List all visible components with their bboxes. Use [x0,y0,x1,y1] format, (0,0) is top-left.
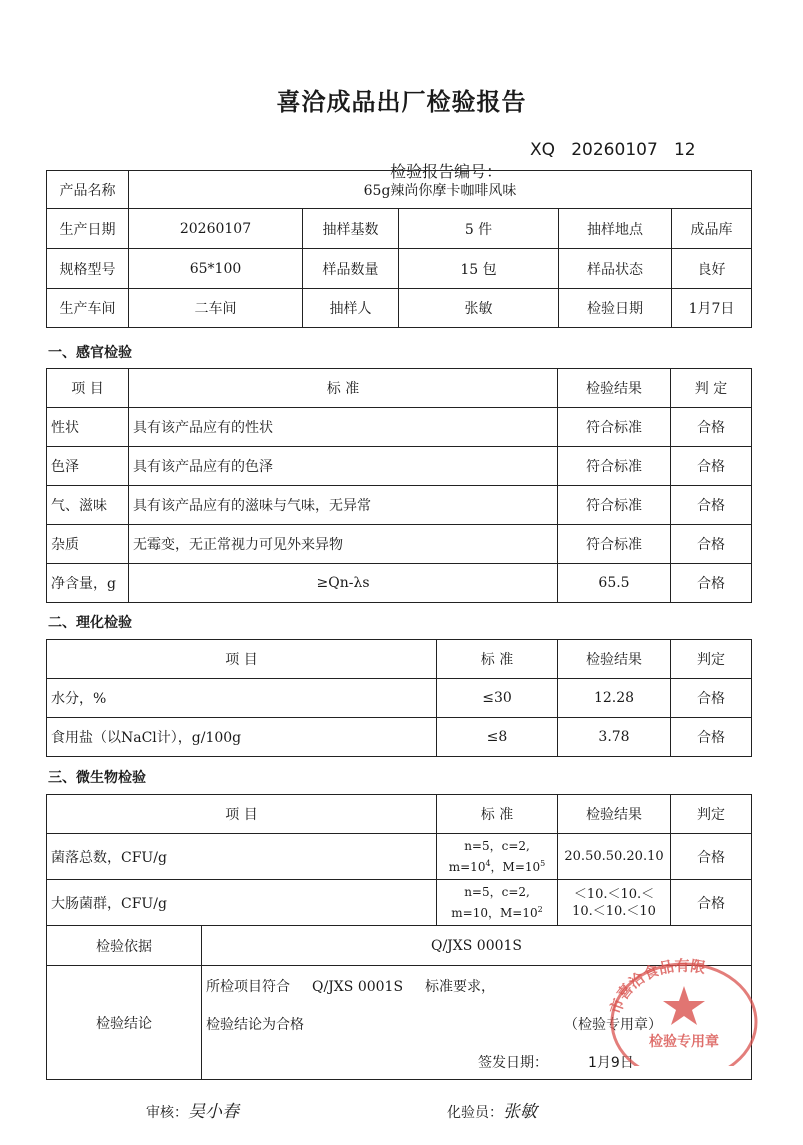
micro-standard [437,880,558,926]
micro-col-standard: 标 准 [437,795,558,834]
physchem-table [46,639,752,757]
sensory-verdict: 合格 [671,525,752,564]
conclusion-label: 检验结论 [47,966,202,1080]
micro-verdict: 合格 [671,834,752,880]
sample-qty-value: 15 包 [399,249,559,289]
sample-qty-label: 样品数量 [303,249,399,289]
section-physchem-heading: 二、理化检验 [48,615,132,631]
micro-result [558,880,671,926]
sensory-verdict: 合格 [671,447,752,486]
sample-base-label: 抽样基数 [303,209,399,249]
micro-standard-line1: n=5，c=2, [464,838,530,853]
chemist-label: 化验员： [447,1105,503,1121]
star-icon [663,986,705,1025]
micro-result: 20.50.50.20.10 [558,834,671,880]
sensory-item: 色泽 [47,447,129,486]
physchem-col-verdict: 判定 [671,640,752,679]
sensory-standard: 具有该产品应有的性状 [129,408,558,447]
sample-place-value: 成品库 [672,209,752,249]
physchem-standard: ≤8 [437,718,558,757]
physchem-standard: ≤30 [437,679,558,718]
basis-value: Q/JXS 0001S [202,926,752,966]
sample-place-label: 抽样地点 [559,209,672,249]
inspect-date-value: 1月7日 [672,289,752,328]
workshop-value: 二车间 [129,289,303,328]
physchem-col-result: 检验结果 [558,640,671,679]
sensory-item: 杂质 [47,525,129,564]
sensory-standard: 具有该产品应有的色泽 [129,447,558,486]
physchem-col-standard: 标 准 [437,640,558,679]
sample-state-label: 样品状态 [559,249,672,289]
seal-outer-text: 市喜洽食品有限 [606,956,707,1017]
seal-inner-text: 检验专用章 [649,1034,719,1050]
reviewer-line [146,1097,239,1122]
sensory-item: 净含量，g [47,564,129,603]
prod-date-label: 生产日期 [47,209,129,249]
sensory-standard: 具有该产品应有的滋味与气味，无异常 [129,486,558,525]
issue-date-label: 签发日期： [478,1055,548,1071]
reviewer-label: 审核： [146,1105,188,1121]
workshop-label: 生产车间 [47,289,129,328]
section-sensory-heading: 一、感官检验 [48,345,132,361]
sensory-table [46,368,752,603]
physchem-item: 水分，% [47,679,437,718]
sensory-verdict: 合格 [671,408,752,447]
chemist-line [447,1097,537,1122]
physchem-verdict: 合格 [671,679,752,718]
micro-col-item: 项 目 [47,795,437,834]
product-name-label: 产品名称 [47,171,129,209]
micro-col-result: 检验结果 [558,795,671,834]
sensory-result: 符合标准 [558,447,671,486]
issue-date-value: 1月9日 [588,1055,634,1071]
inspection-seal [598,956,768,1066]
sensory-item: 性状 [47,408,129,447]
stamp-note: （检验专用章） [564,1017,662,1033]
micro-standard-line2: m=10，$M=10^2$ [451,904,543,920]
section-micro-heading: 三、微生物检验 [48,770,146,786]
physchem-result: 3.78 [558,718,671,757]
micro-standard-line2: $m=10^4$，$M=10^5$ [448,858,546,874]
sensory-col-standard: 标 准 [129,369,558,408]
micro-standard-line1: n=5，c=2, [464,884,530,899]
spec-value: 65*100 [129,249,303,289]
conclusion-line2: 检验结论为合格 [206,1017,304,1033]
inspect-date-label: 检验日期 [559,289,672,328]
product-name-value: 65g辣尚你摩卡咖啡风味 [129,171,752,209]
sensory-result: 符合标准 [558,408,671,447]
sensory-standard: ≥Qn-λs [129,564,558,603]
physchem-item: 食用盐（以NaCl计），g/100g [47,718,437,757]
sensory-standard: 无霉变，无正常视力可见外来异物 [129,525,558,564]
sensory-verdict: 合格 [671,486,752,525]
sensory-result: 符合标准 [558,486,671,525]
reviewer-signature: 吴小春 [188,1102,239,1122]
conclusion-line1: 所检项目符合 Q/JXS 0001S 标准要求， [206,979,496,995]
sensory-result: 65.5 [558,564,671,603]
report-title: 喜洽成品出厂检验报告 [276,88,527,116]
micro-item: 大肠菌群，CFU/g [47,880,437,926]
micro-col-verdict: 判定 [671,795,752,834]
sensory-verdict: 合格 [671,564,752,603]
product-info-table [46,170,752,328]
physchem-verdict: 合格 [671,718,752,757]
sample-base-value: 5 件 [399,209,559,249]
report-number-value: XQ 20260107 12 [530,140,696,160]
physchem-col-item: 项 目 [47,640,437,679]
micro-standard [437,834,558,880]
prod-date-value: 20260107 [129,209,303,249]
chemist-signature: 张敏 [503,1102,537,1122]
sensory-result: 符合标准 [558,525,671,564]
micro-verdict: 合格 [671,880,752,926]
micro-result-line1: ＜10.＜10.＜ [573,886,655,902]
micro-result-line2: 10.＜10.＜10 [572,903,656,919]
basis-label: 检验依据 [47,926,202,966]
sensory-col-verdict: 判 定 [671,369,752,408]
report-number-label: 检验报告编号： [390,162,503,181]
sampler-label: 抽样人 [303,289,399,328]
sample-state-value: 良好 [672,249,752,289]
micro-item: 菌落总数，CFU/g [47,834,437,880]
sampler-value: 张敏 [399,289,559,328]
sensory-item: 气、滋味 [47,486,129,525]
sensory-col-result: 检验结果 [558,369,671,408]
sensory-col-item: 项 目 [47,369,129,408]
physchem-result: 12.28 [558,679,671,718]
spec-label: 规格型号 [47,249,129,289]
